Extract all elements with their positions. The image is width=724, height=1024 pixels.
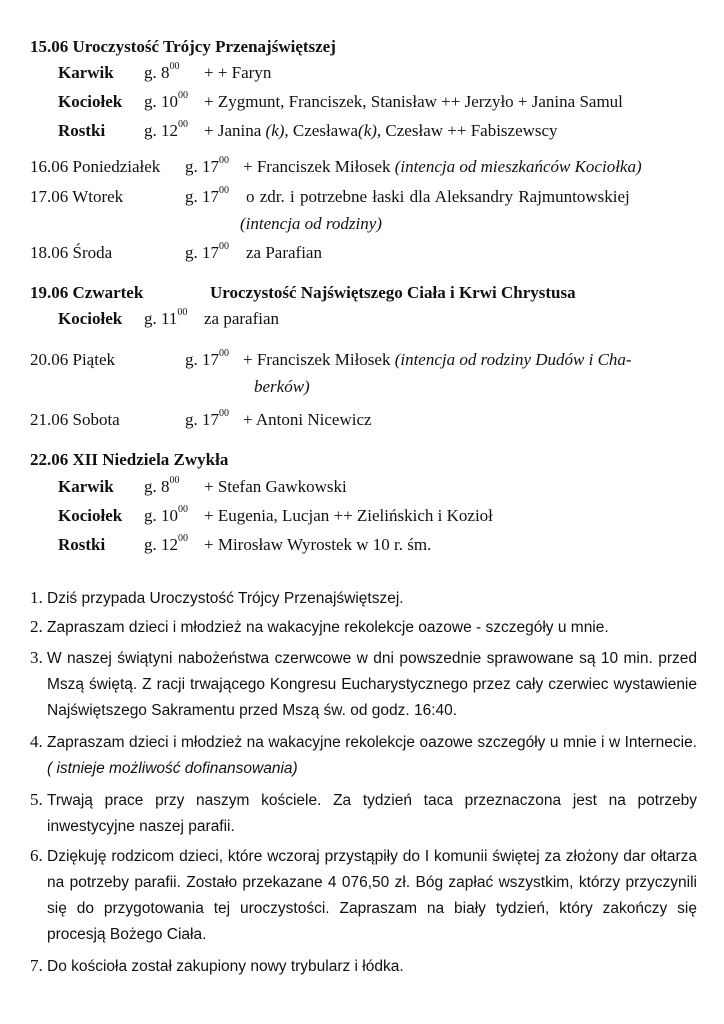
announcement-number: 7. — [30, 956, 43, 975]
mass-hour: g. $17^{00}$ — [185, 408, 229, 429]
mass-intention: + Franciszek Miłosek (intencja od mieszkańców Kociołka) — [243, 157, 642, 176]
mass-intention: + Mirosław Wyrostek w 10 r. śm. — [204, 535, 432, 554]
place-name: Karwik — [58, 63, 114, 82]
mass-hour: g. $12^{00}$ — [144, 119, 188, 140]
announcement-number: 1. — [30, 588, 43, 607]
announcement-item: Dziękuję rodzicom dzieci, które wczoraj przystąpiły do I komunii świętej za złożony dar ołtarza na potrzeby parafii. Zostało przekazane 4 076,50 zł. Bóg zapłać wszystkim, którzy przyczynili się do przygotowania tej uroczystości. Zapraszam na biały tydzień, który zakończy się procesją Bożego Ciała. — [47, 848, 697, 943]
mass-hour: g. $17^{00}$ — [185, 155, 229, 176]
announcement-number: 2. — [30, 617, 43, 636]
day-label: 21.06 Sobota — [30, 410, 120, 429]
mass-intention: + Zygmunt, Franciszek, Stanisław ++ Jerzyło + Janina Samul — [204, 92, 623, 111]
mass-intention: o zdr. i potrzebne łaski dla Aleksandry Rajmuntowskiej — [246, 187, 630, 206]
mass-intention: + Janina (k), Czesława(k), Czesław ++ Fabiszewscy — [204, 121, 558, 140]
mass-intention: + Franciszek Miłosek (intencja od rodziny Dudów i Cha- — [243, 350, 632, 369]
mass-intention: + Stefan Gawkowski — [204, 477, 347, 496]
intention-note-1706: (intencja od rodziny) — [240, 214, 382, 233]
mass-intention: + Antoni Nicewicz — [243, 410, 372, 429]
announcement-item: Trwają prace przy naszym kościele. Za tydzień taca przeznaczona jest na potrzeby inwestycyjne naszej parafii. — [47, 792, 697, 835]
announcement-number: 5. — [30, 790, 43, 809]
place-name: Rostki — [58, 121, 106, 140]
intention-note-2006: berków) — [254, 377, 310, 396]
place-name: Kociołek — [58, 92, 123, 111]
mass-hour: g. $8^{00}$ — [144, 61, 180, 82]
mass-hour: g. $11^{00}$ — [144, 307, 188, 328]
place-name: Rostki — [58, 535, 106, 554]
announcement-item: Do kościoła został zakupiony nowy trybularz i łódka. — [47, 958, 404, 975]
mass-hour: g. $12^{00}$ — [144, 533, 188, 554]
mass-hour: g. $10^{00}$ — [144, 504, 188, 525]
sunday-heading-1506: 15.06 Uroczystość Trójcy Przenajświętszej — [30, 37, 336, 56]
announcement-item: W naszej świątyni nabożeństwa czerwcowe w dni powszednie sprawowane są 10 min. przed Mszą świętą. Z racji trwającego Kongresu Eucharystycznego przez cały czerwiec wystawienie Najświętszego Sakramentu przed Mszą św. od godz. 16:40. — [47, 650, 697, 719]
mass-hour: g. $8^{00}$ — [144, 475, 180, 496]
mass-hour: g. $17^{00}$ — [185, 185, 229, 206]
announcement-number: 6. — [30, 846, 43, 865]
sunday-heading-2206: 22.06 XII Niedziela Zwykła — [30, 450, 229, 469]
day-label: 19.06 Czwartek — [30, 283, 144, 302]
place-name: Karwik — [58, 477, 114, 496]
announcement-number: 4. — [30, 732, 43, 751]
day-label: 20.06 Piątek — [30, 350, 115, 369]
announcement-item: Zapraszam dzieci i młodzież na wakacyjne rekolekcje oazowe - szczegóły u mnie. — [47, 619, 609, 636]
day-label: 16.06 Poniedziałek — [30, 157, 161, 176]
feast-title: Uroczystość Najświętszego Ciała i Krwi Chrystusa — [210, 283, 576, 302]
mass-intention: + Eugenia, Lucjan ++ Zielińskich i Kozioł — [204, 506, 493, 525]
mass-intention: za parafian — [204, 309, 280, 328]
announcement-item: Zapraszam dzieci i młodzież na wakacyjne rekolekcje oazowe szczegóły u mnie i w Internecie. ( istnieje możliwość dofinansowania) — [47, 734, 697, 777]
day-label: 18.06 Środa — [30, 243, 113, 262]
mass-intention: + + Faryn — [204, 63, 272, 82]
place-name: Kociołek — [58, 309, 123, 328]
day-label: 17.06 Wtorek — [30, 187, 124, 206]
mass-intention: za Parafian — [246, 243, 322, 262]
place-name: Kociołek — [58, 506, 123, 525]
mass-hour: g. $17^{00}$ — [185, 348, 229, 369]
mass-hour: g. $17^{00}$ — [185, 241, 229, 262]
mass-hour: g. $10^{00}$ — [144, 90, 188, 111]
announcement-item: Dziś przypada Uroczystość Trójcy Przenajświętszej. — [47, 590, 404, 607]
announcement-number: 3. — [30, 648, 43, 667]
